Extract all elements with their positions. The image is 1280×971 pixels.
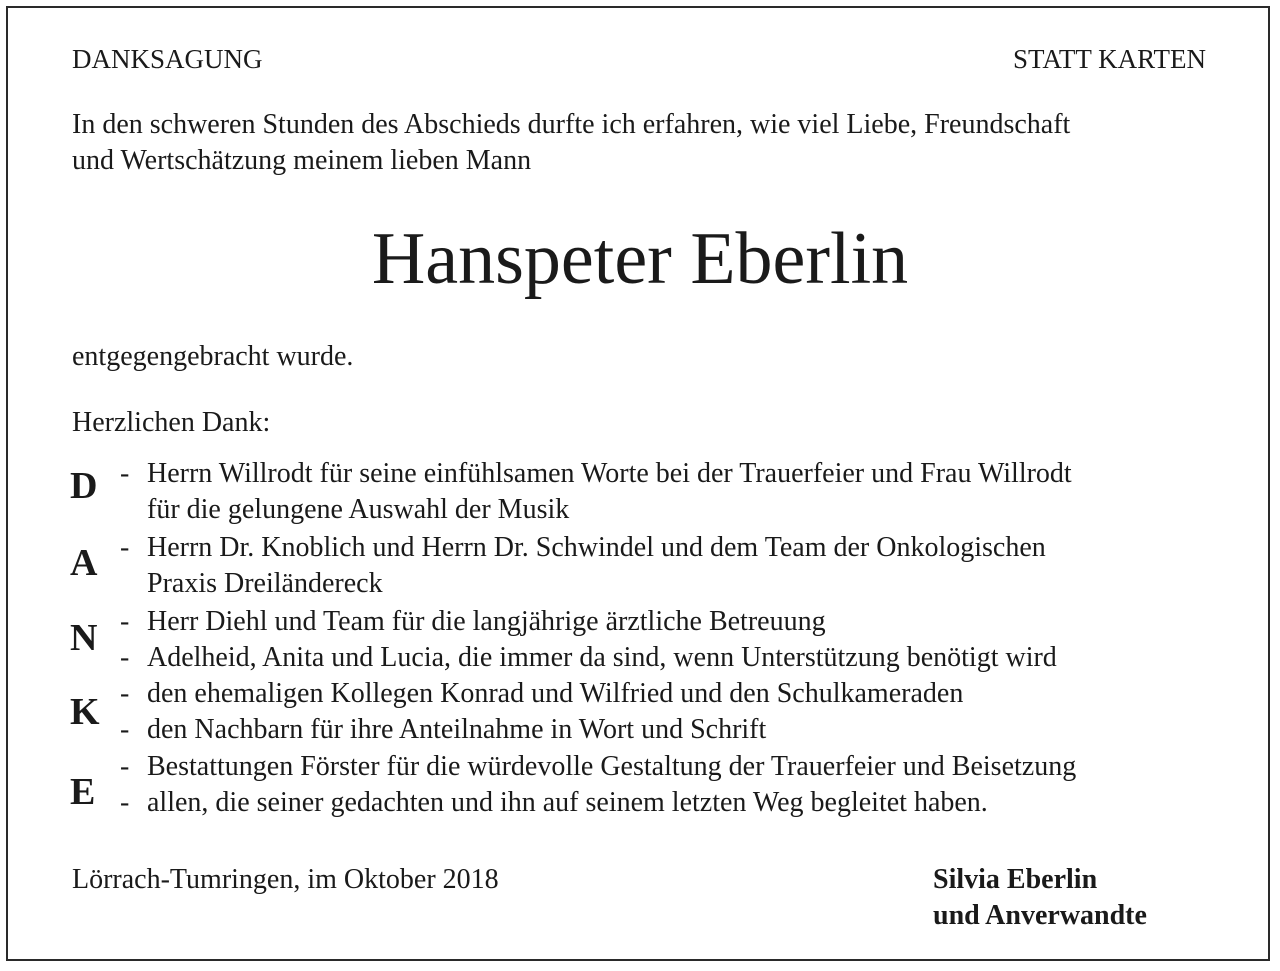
signature xyxy=(933,862,1147,934)
item-text: Herr Diehl und Team für die langjährige ärztliche Betreuung xyxy=(147,606,826,637)
signature-name: Silvia Eberlin xyxy=(933,864,1098,895)
thanks-heading: Herzlichen Dank: xyxy=(72,407,271,438)
item-text-continued: Praxis Dreiländereck xyxy=(147,568,383,599)
after-name-text: entgegengebracht wurde. xyxy=(72,341,354,372)
acrostic-letter: K xyxy=(70,691,100,733)
item-text-continued: für die gelungene Auswahl der Musik xyxy=(147,494,570,525)
acrostic-letter: N xyxy=(70,617,98,659)
item-dash: - xyxy=(120,642,130,673)
intro-line: In den schweren Stunden des Abschieds durfte ich erfahren, wie viel Liebe, Freundschaft xyxy=(72,109,1071,140)
item-dash: - xyxy=(120,458,130,489)
item-text: Adelheid, Anita und Lucia, die immer da sind, wenn Unterstützung benötigt wird xyxy=(147,642,1057,673)
thanks-item xyxy=(120,456,1072,528)
item-dash: - xyxy=(120,606,130,637)
thanks-item xyxy=(120,749,1076,785)
deceased-name: Hanspeter Eberlin xyxy=(371,218,909,300)
item-dash: - xyxy=(120,751,130,782)
acrostic-letter: A xyxy=(70,542,98,584)
thanks-item xyxy=(120,785,988,821)
thanks-item xyxy=(120,604,826,640)
item-text: den Nachbarn für ihre Anteilnahme in Wort und Schrift xyxy=(147,714,767,745)
signature-relatives: und Anverwandte xyxy=(933,900,1147,931)
thanks-item xyxy=(120,530,1046,602)
item-dash: - xyxy=(120,714,130,745)
intro-line: und Wertschätzung meinem lieben Mann xyxy=(72,145,532,176)
place-and-date: Lörrach-Tumringen, im Oktober 2018 xyxy=(72,864,499,895)
acrostic-letter: E xyxy=(70,771,96,813)
item-text: Herrn Dr. Knoblich und Herrn Dr. Schwindel und dem Team der Onkologischen xyxy=(147,532,1046,563)
intro-paragraph xyxy=(72,107,1222,179)
statt-karten-label: STATT KARTEN xyxy=(1013,44,1206,74)
acrostic-letter: D xyxy=(70,465,98,507)
notice-type-label: DANKSAGUNG xyxy=(72,44,263,74)
thanks-item xyxy=(120,676,963,712)
item-text: den ehemaligen Kollegen Konrad und Wilfried und den Schulkameraden xyxy=(147,678,964,709)
thanks-item xyxy=(120,712,766,748)
item-text: Herrn Willrodt für seine einfühlsamen Worte bei der Trauerfeier und Frau Willrodt xyxy=(147,458,1072,489)
thanks-item xyxy=(120,640,1057,676)
item-text: allen, die seiner gedachten und ihn auf seinem letzten Weg begleitet haben. xyxy=(147,787,988,818)
item-dash: - xyxy=(120,787,130,818)
item-text: Bestattungen Förster für die würdevolle Gestaltung der Trauerfeier und Beisetzung xyxy=(147,751,1077,782)
item-dash: - xyxy=(120,532,130,563)
item-dash: - xyxy=(120,678,130,709)
